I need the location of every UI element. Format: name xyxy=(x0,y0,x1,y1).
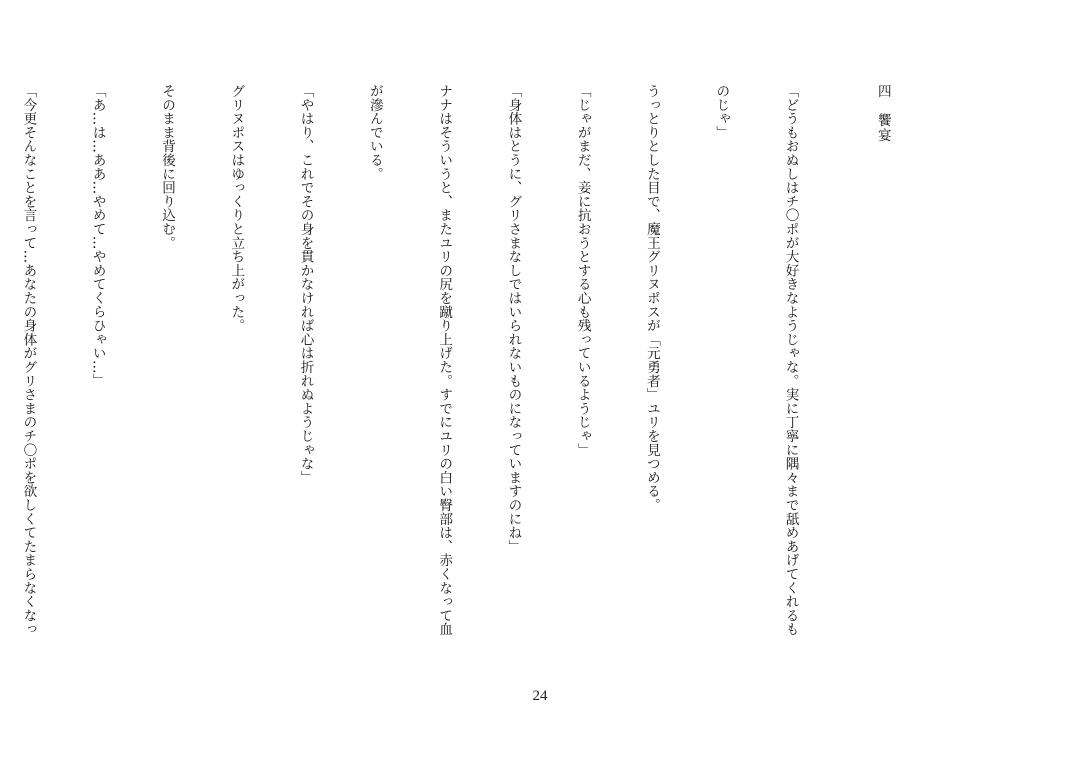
text-line: 「あ…は…ああ…やめて…やめてくらひゃい…」 xyxy=(89,84,106,388)
text-line: ナナはそういうと、またユリの尻を蹴り上げた。すでにユリの白い臀部は、赤くなって血 xyxy=(436,84,453,636)
text-line: のじゃ」 xyxy=(713,84,730,140)
text-line: 「やはり、これでその身を貫かなければ心は折れぬようじゃな」 xyxy=(297,84,314,485)
text-line: うっとりとした目で、魔王グリヌポスが「元勇者」ユリを見つめる。 xyxy=(643,84,660,512)
text-line: 「じゃがまだ、妾に抗おうとする心も残っているようじゃ」 xyxy=(574,84,591,457)
chapter-title: 四 饗宴 xyxy=(874,84,891,143)
text-line: グリヌポスはゆっくりと立ち上がった。 xyxy=(228,84,245,333)
text-line: 「身体はとうに、グリさまなしではいられないものになっていますのにね」 xyxy=(505,84,522,554)
page-number: 24 xyxy=(532,688,548,704)
text-line: 「どうもおぬしはチ〇ポが大好きなようじゃな。実に丁寧に隅々まで舐めあげてくれるも xyxy=(782,84,799,636)
text-line: そのまま背後に回り込む。 xyxy=(159,84,175,250)
vertical-text-body xyxy=(0,84,940,664)
text-line: 「今更そんなことを言って…あなたの身体がグリさまのチ〇ポを欲しくてたまらなくなっ xyxy=(20,84,37,636)
text-line: が滲んでいる。 xyxy=(366,84,383,181)
